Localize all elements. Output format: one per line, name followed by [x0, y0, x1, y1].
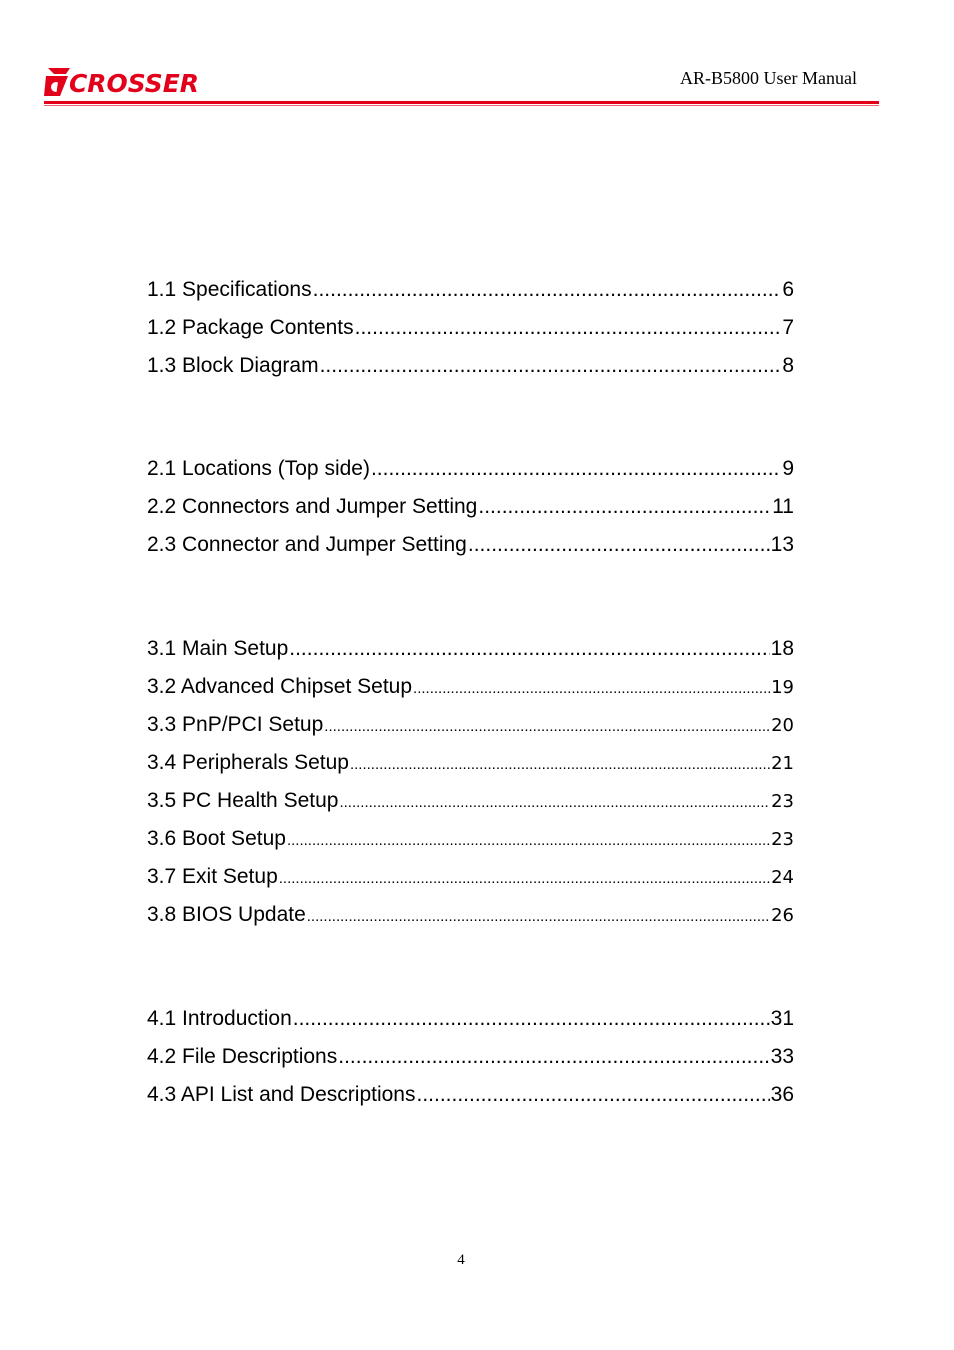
- toc-leader-dots: [279, 870, 770, 887]
- toc-entry[interactable]: [147, 1045, 794, 1073]
- toc-entry-page: 31: [770, 1007, 794, 1030]
- header-rule: [44, 101, 879, 104]
- toc-entry-label: 1.3 Block Diagram: [147, 354, 319, 377]
- toc-entry[interactable]: [147, 637, 794, 665]
- acrosser-logo: [44, 60, 204, 100]
- toc-entry[interactable]: [147, 1007, 794, 1035]
- toc-entry[interactable]: [147, 495, 794, 523]
- toc-entry-page: 7: [782, 316, 794, 339]
- toc-entry-page: 13: [770, 533, 794, 556]
- logo-wordmark: CROSSER: [69, 69, 199, 98]
- toc-leader-dots: [478, 495, 771, 519]
- toc-leader-dots: [293, 1007, 770, 1031]
- toc-leader-dots: [339, 794, 770, 811]
- toc-entry-label: 3.2 Advanced Chipset Setup: [147, 675, 413, 698]
- toc-entry-label: 2.3 Connector and Jumper Setting: [147, 533, 467, 556]
- manual-title: AR-B5800 User Manual: [680, 68, 857, 88]
- toc-entry-label: 1.2 Package Contents: [147, 316, 354, 339]
- toc-entry-page: 24: [771, 867, 794, 888]
- toc-entry-label: 3.4 Peripherals Setup: [147, 751, 349, 774]
- toc-leader-dots: [289, 637, 769, 661]
- toc-leader-dots: [355, 316, 782, 340]
- toc-entry-label: 1.1 Specifications: [147, 278, 312, 301]
- page-number: 4: [457, 1252, 465, 1268]
- toc-entry-label: 3.3 PnP/PCI Setup: [147, 713, 324, 736]
- toc-entry[interactable]: [147, 533, 794, 561]
- toc-entry-page: 8: [782, 354, 794, 377]
- toc-leader-dots: [307, 908, 770, 925]
- toc-leader-dots: [416, 1083, 769, 1107]
- header-rule-thin: [44, 105, 879, 106]
- toc-leader-dots: [320, 354, 782, 378]
- toc-entry-label: 4.3 API List and Descriptions: [147, 1083, 416, 1106]
- toc-entry-page: 23: [771, 791, 794, 812]
- toc-entry-page: 18: [770, 637, 794, 660]
- toc-entry-page: 26: [771, 905, 794, 926]
- toc-leader-dots: [413, 680, 770, 697]
- toc-entry-page: 33: [770, 1045, 794, 1068]
- toc-entry[interactable]: [147, 865, 794, 893]
- toc-leader-dots: [313, 278, 782, 302]
- toc-leader-dots: [338, 1045, 769, 1069]
- toc-leader-dots: [371, 457, 781, 481]
- toc-leader-dots: [468, 533, 770, 557]
- toc-entry[interactable]: [147, 675, 794, 703]
- toc-entry-label: 3.1 Main Setup: [147, 637, 289, 660]
- toc-entry[interactable]: [147, 278, 794, 306]
- toc-entry[interactable]: [147, 354, 794, 382]
- toc-entry-label: 3.6 Boot Setup: [147, 827, 286, 850]
- toc-entry[interactable]: [147, 751, 794, 779]
- toc-entry[interactable]: [147, 789, 794, 817]
- toc-entry-label: 3.7 Exit Setup: [147, 865, 278, 888]
- toc-entry[interactable]: [147, 1083, 794, 1111]
- toc-entry[interactable]: [147, 457, 794, 485]
- toc-entry[interactable]: [147, 903, 794, 931]
- toc-entry-page: 9: [782, 457, 794, 480]
- toc-entry-page: 6: [782, 278, 794, 301]
- toc-leader-dots: [350, 756, 770, 773]
- toc-entry-label: 2.1 Locations (Top side): [147, 457, 370, 480]
- toc-entry-label: 4.2 File Descriptions: [147, 1045, 338, 1068]
- toc-leader-dots: [324, 718, 770, 735]
- toc-entry[interactable]: [147, 316, 794, 344]
- toc-entry-page: 36: [770, 1083, 794, 1106]
- toc-entry-label: 3.5 PC Health Setup: [147, 789, 339, 812]
- toc-entry[interactable]: [147, 713, 794, 741]
- toc-entry[interactable]: [147, 827, 794, 855]
- toc-entry-label: 4.1 Introduction: [147, 1007, 292, 1030]
- toc-leader-dots: [287, 832, 770, 849]
- toc-entry-label: 2.2 Connectors and Jumper Setting: [147, 495, 478, 518]
- toc-entry-label: 3.8 BIOS Update: [147, 903, 306, 926]
- toc-entry-page: 20: [771, 715, 794, 736]
- toc-entry-page: 21: [771, 753, 794, 774]
- toc-entry-page: 11: [772, 495, 794, 518]
- toc-entry-page: 23: [771, 829, 794, 850]
- toc-entry-page: 19: [771, 677, 794, 698]
